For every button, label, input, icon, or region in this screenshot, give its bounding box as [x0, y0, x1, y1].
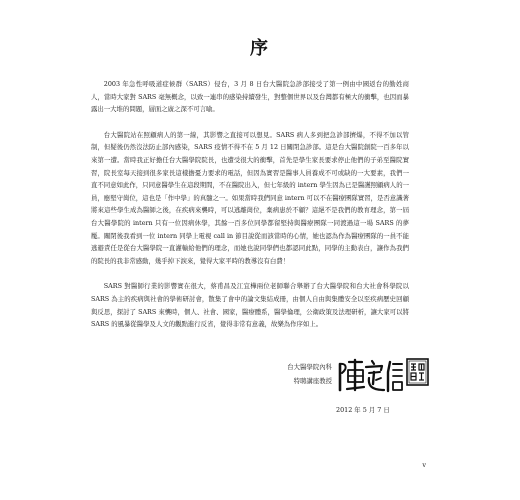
- paragraph-2: 台大醫院站在照顧病人的第一線，其影響之直接可以想見。SARS 病人多到把急診部擠爆，不得不加以管制，但疑後仍然沒法防止部內感染，SARS 疫情不得不在 5 月 12 日關閉急診部。這是台大醫院創院一百多年以來第一遭。當時我正好擔任台大醫學院院長，也遭受很大的衝擊，首先是學生家長要求停止他們的子弟至醫院實習，院長室每天接到很多家長這樣擔憂力要求的電話，但因為實習是醫事人員養成不可或缺的一大要素，我們一直不同意如此作，只同意醫學生在這段期間，不在醫院出入，但七年級的 intern 學生因為已是醫護照顧病人的一員，應堅守崗位，這也是「作中學」的真髓之一。如果當時我們同意 intern 可以不在醫療團隊實習，是否意識著將來這些學生成為醫師之後，在疾病來襲時，可以逃離崗位，棄病患於不顧？這絕不是我們的教育理念，第一屆台大醫學院的 intern 只有一位因病休學，其餘一百多位同學都留堅持與醫療團隊一同渡過這一場 SARS 的夢魘。關閉後我看到一位 intern 同學上電視 call in 節目說從而該當時的心情，她也認為作為醫療團隊的一員不能逃避責任是從台大醫學院一直灌輸給他們的理念，而她也說同學們也都認同此點，同學的主動表白，讓作為我們的院長的我非常感動，幾乎掉下淚來，覺得大家平時的教導沒有白費！: [91, 130, 409, 265]
- signature-block: [260, 356, 430, 396]
- preface-date: 2012 年 5 月 7 日: [336, 406, 390, 414]
- page-title: 序: [250, 38, 270, 59]
- affiliation-line-2: 特聘講座教授: [293, 377, 332, 385]
- page-number: v: [422, 461, 426, 469]
- handwritten-signature: [336, 356, 430, 396]
- affiliation-line-1: 台大醫學院內科: [287, 363, 332, 371]
- page-number-row: [0, 461, 520, 469]
- paragraph-1: 2003 年急性呼吸道症候群（SARS）侵台，3 月 8 日台大醫院急診部接受了第一例由中國返台的勤姓商人，當時大家對 SARS 毫無概念，以致一連串的感染持續發生，對整個世界以及台灣都有極大的衝擊，也因而暴露出一大堆的問題，層面之廣之深不可言喻。: [91, 80, 409, 114]
- preface-body: [91, 78, 409, 344]
- paragraph-3: SARS 對醫師行業的影響實在很大，蔡甫昌及江宜樺兩位老師聯合舉辦了台大醫學院和台大社會科學院以 SARS 為主的疾病與社會的學術研討會，散集了會中的論文集結成冊，由個人自由與集體安全以至疾病歷史回顧與反思，探討了 SARS 來襲時，個人、社會、國家，醫療體系，醫學倫理，公衛政策及法理研析，讓大家可以將 SARS 的風暴從醫學及人文的觀點進行反省，覺得非常有意義，故樂為作序如上。: [91, 282, 409, 329]
